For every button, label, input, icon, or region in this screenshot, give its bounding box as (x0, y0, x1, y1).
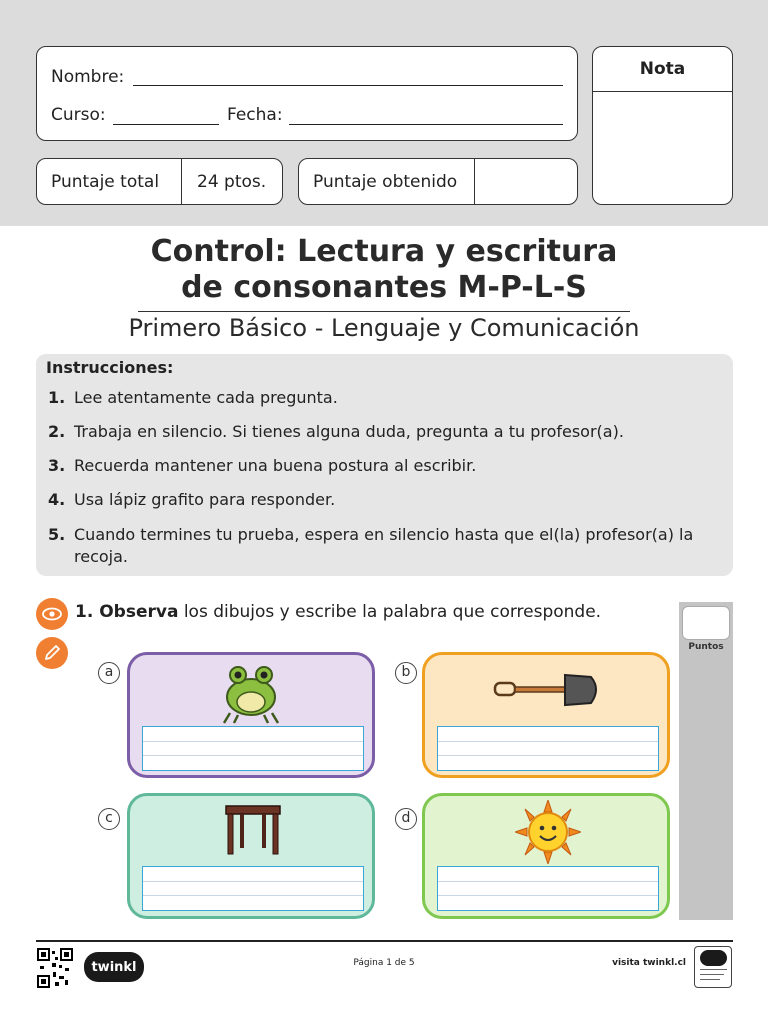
fecha-label: Fecha: (227, 105, 283, 125)
puntos-field[interactable] (682, 606, 730, 640)
card-c (127, 793, 375, 919)
instruction-item (48, 524, 728, 568)
question-1-rest: los dibujos y escribe la palabra que corresponde. (178, 602, 602, 622)
footer-divider (36, 940, 733, 942)
instruction-text: Recuerda mantener una buena postura al escribir. (74, 456, 477, 475)
page-title-line2: de consonantes M-P-L-S (181, 270, 587, 305)
visit-link[interactable]: visita twinkl.cl (612, 958, 686, 968)
instruction-number: 1. (48, 388, 66, 407)
card-b (422, 652, 670, 778)
option-letter-c: c (98, 808, 120, 830)
instructions-panel (36, 354, 733, 576)
instruction-text: Trabaja en silencio. Si tienes alguna duda, pregunta a tu profesor(a). (74, 422, 624, 441)
puntaje-total-box (36, 158, 283, 205)
option-letter-b: b (395, 662, 417, 684)
option-letter-d: d (395, 808, 417, 830)
instruction-item (48, 489, 728, 511)
nombre-field[interactable] (133, 85, 563, 86)
instruction-item (48, 421, 728, 443)
instruction-item (48, 387, 728, 409)
divider (181, 159, 182, 204)
instruction-number: 5. (48, 525, 66, 544)
fecha-field[interactable] (289, 124, 563, 125)
curso-label: Curso: (51, 105, 106, 125)
page-subtitle: Primero Básico - Lenguaje y Comunicación (128, 314, 640, 342)
divider (474, 159, 475, 204)
curso-field[interactable] (113, 124, 219, 125)
instruction-text: Usa lápiz grafito para responder. (74, 490, 336, 509)
puntaje-total-value: 24 ptos. (197, 171, 267, 192)
instruction-text: Lee atentamente cada pregunta. (74, 388, 338, 407)
nota-box (592, 46, 733, 205)
puntaje-obtenido-field[interactable] (476, 159, 576, 204)
nota-field[interactable] (593, 93, 732, 203)
puntaje-obtenido-label: Puntaje obtenido (313, 171, 458, 192)
puntos-column (679, 602, 733, 920)
sun-image (515, 800, 581, 864)
puntaje-total-label: Puntaje total (51, 171, 160, 192)
instructions-heading: Instrucciones: (46, 358, 174, 377)
instruction-number: 3. (48, 456, 66, 475)
instruction-number: 4. (48, 490, 66, 509)
question-1-bold: 1. Observa (75, 602, 179, 622)
nombre-label: Nombre: (51, 67, 125, 87)
instruction-text: Cuando termines tu prueba, espera en silencio hasta que el(la) profesor(a) la recoja. (74, 525, 694, 566)
pencil-icon (36, 637, 68, 669)
puntaje-obtenido-box (298, 158, 578, 205)
qr-code-icon[interactable] (37, 948, 73, 988)
answer-field-d[interactable] (437, 866, 659, 911)
answer-field-c[interactable] (142, 866, 364, 911)
page-number: Página 1 de 5 (353, 958, 415, 968)
question-1-prompt (75, 602, 601, 622)
instruction-number: 2. (48, 422, 66, 441)
frog-image (218, 657, 284, 725)
student-info-box (36, 46, 578, 141)
instruction-item (48, 455, 728, 477)
card-d (422, 793, 670, 919)
page-title-line1: Control: Lectura y escritura (150, 234, 618, 269)
card-a (127, 652, 375, 778)
twinkl-logo[interactable]: twinkl (84, 952, 144, 982)
answer-field-b[interactable] (437, 726, 659, 771)
option-letter-a: a (98, 662, 120, 684)
answer-field-a[interactable] (142, 726, 364, 771)
puntos-label: Puntos (688, 642, 724, 652)
shovel-image (491, 669, 603, 713)
table-image (222, 802, 284, 860)
eye-icon (36, 598, 68, 630)
nota-label: Nota (593, 47, 732, 92)
quality-badge-icon (694, 946, 732, 988)
title-divider (138, 311, 630, 312)
